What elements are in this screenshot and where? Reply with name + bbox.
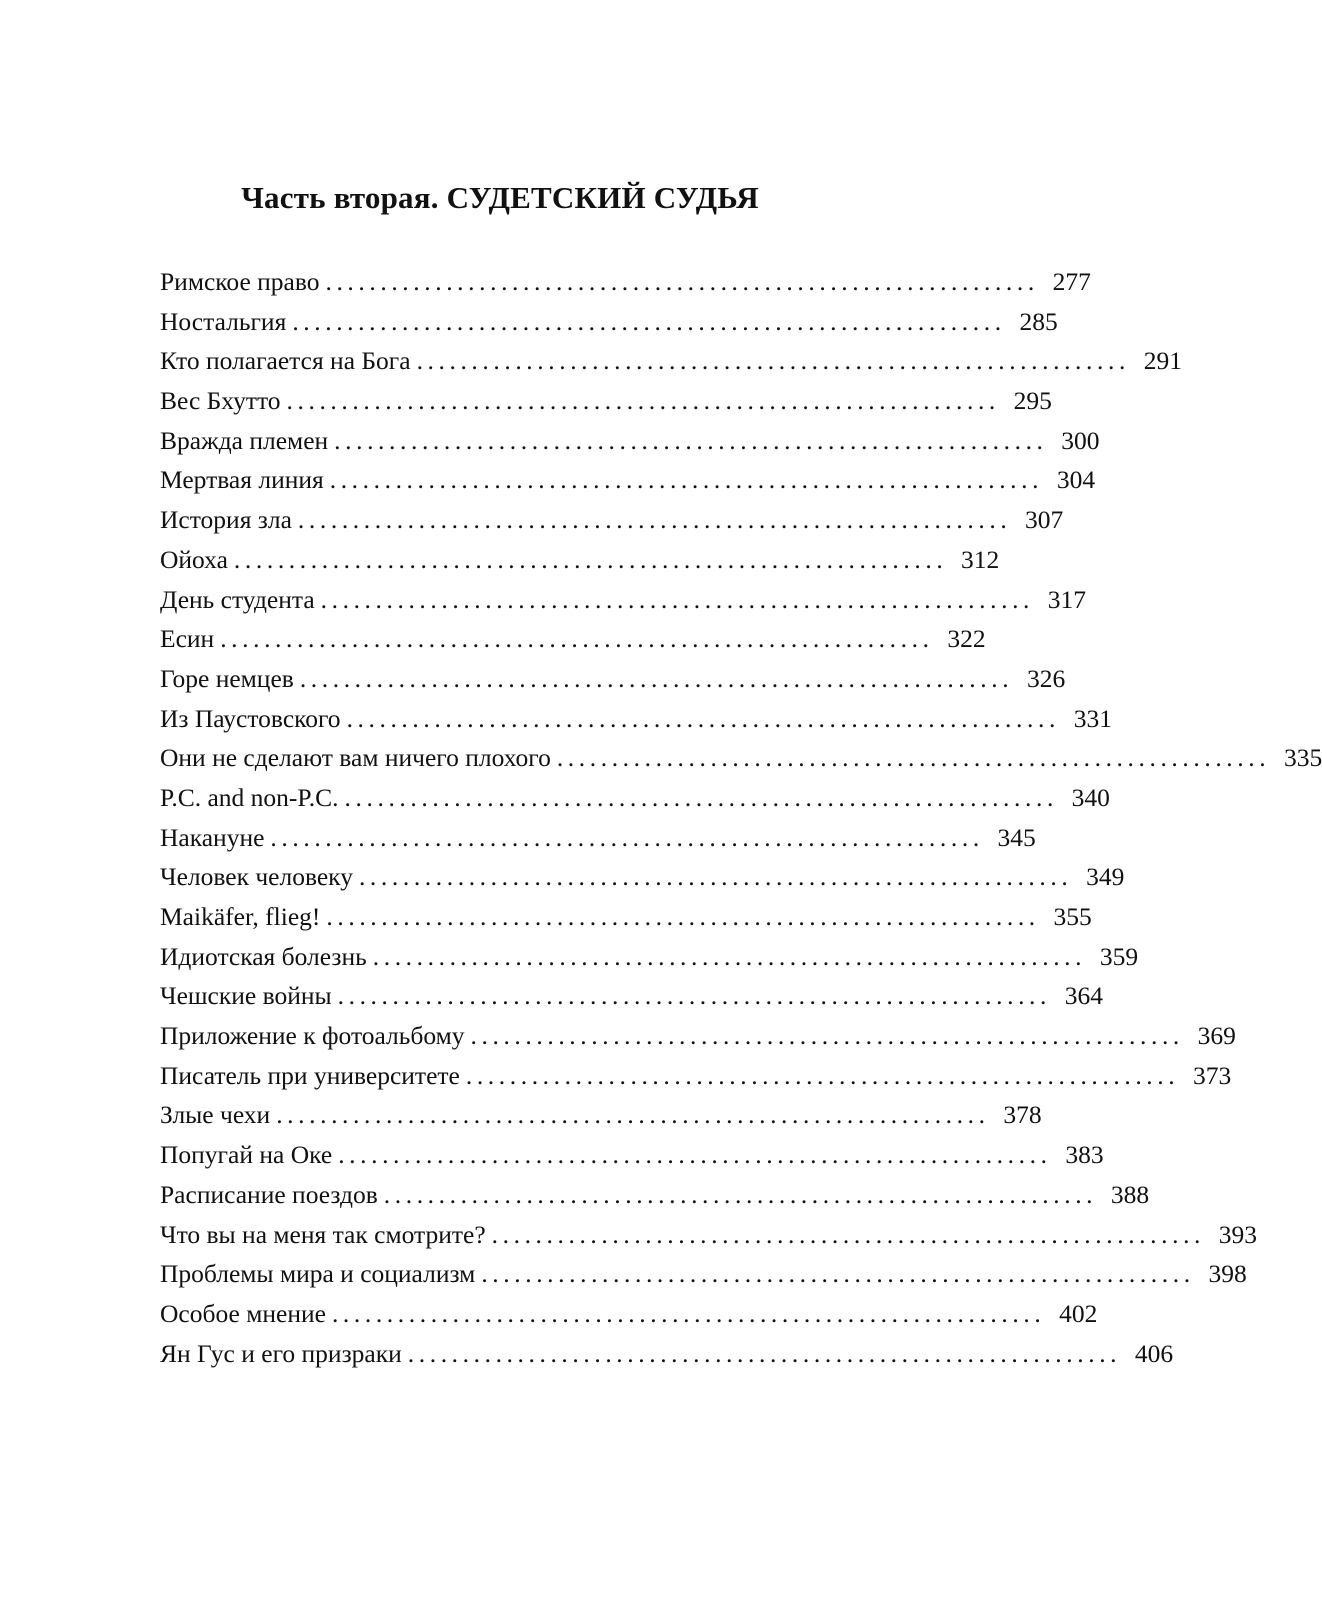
toc-entry[interactable] [160, 341, 1182, 381]
toc-entry[interactable] [160, 1294, 1098, 1334]
dot-leader: ................................................................. [556, 743, 1271, 773]
dot-leader: ................................................................. [220, 624, 934, 654]
toc-entry[interactable] [160, 540, 1000, 580]
toc-entry-title: Злые чехи [160, 1100, 271, 1130]
toc-entry-title: Расписание поездов [160, 1179, 378, 1209]
toc-entry[interactable] [160, 1175, 1150, 1215]
dot-leader: ................................................................. [338, 1140, 1052, 1170]
toc-entry[interactable] [160, 381, 1052, 421]
dot-leader: ................................................................. [407, 1338, 1122, 1368]
toc-entry[interactable] [160, 580, 1087, 620]
toc-entry-page: 307 [1025, 505, 1064, 535]
toc-entry-page: 378 [1003, 1100, 1042, 1130]
dot-leader: ................................................................. [276, 1100, 990, 1130]
toc-entry[interactable] [160, 1095, 1042, 1135]
toc-entry-page: 383 [1065, 1140, 1104, 1170]
toc-entry-title: Кто полагается на Бога [160, 346, 411, 376]
toc-entry[interactable] [160, 699, 1112, 739]
dot-leader: ................................................................. [320, 584, 1035, 614]
toc-entry-page: 369 [1197, 1021, 1236, 1051]
dot-leader: ................................................................. [329, 465, 1044, 495]
toc-entry-page: 393 [1218, 1219, 1258, 1249]
toc-entry-page: 355 [1053, 902, 1092, 931]
toc-entry[interactable] [160, 262, 1091, 302]
toc-entry-title: Ойоха [160, 544, 228, 574]
toc-entry-page: 388 [1110, 1179, 1150, 1209]
dot-leader: ................................................................. [334, 425, 1048, 455]
dot-leader: ................................................................. [491, 1219, 1206, 1249]
toc-entry-title: Римское право [160, 267, 320, 296]
toc-entry-page: 398 [1208, 1259, 1247, 1289]
dot-leader: ................................................................. [470, 1021, 1184, 1051]
toc-entry[interactable] [160, 778, 1110, 818]
toc-entry-page: 300 [1061, 425, 1100, 455]
toc-entry[interactable] [160, 1254, 1247, 1294]
toc-entry-page: 373 [1192, 1060, 1232, 1090]
toc-entry[interactable] [160, 1056, 1232, 1096]
dot-leader: ................................................................. [270, 822, 984, 852]
toc-entry-page: 285 [1019, 306, 1058, 336]
toc-entry-title: Из Паустовского [160, 703, 341, 733]
toc-entry[interactable] [160, 460, 1096, 500]
toc-entry[interactable] [160, 659, 1066, 699]
toc-entry-page: 317 [1047, 584, 1087, 614]
toc-entry-title: Что вы на меня так смотрите? [160, 1219, 486, 1249]
toc-entry-title: Ян Гус и его призраки [160, 1338, 402, 1368]
dot-leader: ................................................................. [383, 1179, 1098, 1209]
toc-entry[interactable] [160, 1016, 1236, 1056]
toc-entry[interactable] [160, 619, 986, 659]
toc-entry[interactable] [160, 937, 1139, 977]
dot-leader: ................................................................. [325, 267, 1039, 296]
toc-entry-page: 304 [1056, 465, 1096, 495]
toc-entry[interactable] [160, 976, 1103, 1016]
toc-entry-title: Есин [160, 624, 215, 654]
toc-entry-title: Приложение к фотоальбому [160, 1021, 465, 1051]
toc-entry-title: Вражда племен [160, 425, 329, 455]
toc-entry-title: Человек человеку [160, 862, 353, 892]
dot-leader: ................................................................. [481, 1259, 1195, 1289]
dot-leader: ................................................................. [331, 1298, 1046, 1328]
toc-entry-title: Чешские войны [160, 981, 332, 1011]
page-title: Часть вторая. СУДЕТСКИЙ СУДЬЯ [241, 180, 759, 215]
dot-leader: ................................................................. [337, 981, 1051, 1011]
toc-entry-page: 312 [961, 544, 1000, 574]
dot-leader: ................................................................. [286, 386, 1000, 416]
toc-entry-title: Ностальгия [160, 306, 287, 336]
toc-entry-page: 277 [1052, 267, 1091, 296]
dot-leader: ................................................................. [344, 782, 1058, 812]
toc-entry-title: День студента [160, 584, 315, 614]
toc-entry-title: Maikäfer, flieg! [160, 902, 321, 931]
dot-leader: ................................................................. [299, 663, 1014, 693]
toc-entry-title: Проблемы мира и социализм [160, 1259, 476, 1289]
dot-leader: ................................................................. [416, 346, 1130, 376]
dot-leader: ................................................................. [358, 862, 1073, 892]
toc-entry-title: Идиотская болезнь [160, 941, 367, 971]
toc-entry[interactable] [160, 302, 1058, 342]
toc-entry-title: Они не сделают вам ничего плохого [160, 743, 551, 773]
dot-leader: ................................................................. [233, 544, 948, 574]
toc-entry-page: 340 [1071, 782, 1110, 812]
toc-entry-title: Вес Бхутто [160, 386, 281, 416]
table-of-contents [160, 262, 1322, 1373]
toc-entry-page: 335 [1283, 743, 1322, 773]
toc-entry-title: Писатель при университете [160, 1060, 460, 1090]
dot-leader: ................................................................. [297, 505, 1012, 535]
dot-leader: ................................................................. [292, 306, 1006, 336]
toc-entry[interactable] [160, 1215, 1258, 1255]
toc-entry-title: P.C. and non-P.C. [160, 782, 339, 812]
toc-entry[interactable] [160, 1135, 1104, 1175]
toc-entry-page: 326 [1026, 663, 1066, 693]
toc-entry[interactable] [160, 857, 1125, 897]
toc-entry-page: 331 [1073, 703, 1112, 733]
toc-entry-title: Попугай на Оке [160, 1140, 333, 1170]
toc-entry[interactable] [160, 500, 1064, 540]
toc-entry[interactable] [160, 897, 1092, 937]
toc-entry[interactable] [160, 421, 1100, 461]
toc-entry-page: 345 [997, 822, 1036, 852]
toc-entry-title: Мертвая линия [160, 465, 324, 495]
toc-entry[interactable] [160, 1334, 1174, 1374]
toc-entry-page: 291 [1143, 346, 1182, 376]
dot-leader: ................................................................. [326, 902, 1040, 931]
toc-entry-title: Горе немцев [160, 663, 294, 693]
toc-entry-title: Особое мнение [160, 1298, 326, 1328]
toc-entry-title: История зла [160, 505, 292, 535]
toc-entry-page: 349 [1086, 862, 1125, 892]
dot-leader: ................................................................. [465, 1060, 1180, 1090]
toc-entry-title: Накануне [160, 822, 265, 852]
toc-entry-page: 402 [1059, 1298, 1098, 1328]
dot-leader: ................................................................. [372, 941, 1087, 971]
toc-entry-page: 359 [1099, 941, 1139, 971]
dot-leader: ................................................................. [346, 703, 1060, 733]
toc-entry-page: 295 [1013, 386, 1052, 416]
toc-entry-page: 322 [947, 624, 986, 654]
toc-entry-page: 406 [1134, 1338, 1174, 1368]
toc-entry[interactable] [160, 738, 1322, 778]
toc-entry[interactable] [160, 818, 1036, 858]
toc-entry-page: 364 [1064, 981, 1103, 1011]
